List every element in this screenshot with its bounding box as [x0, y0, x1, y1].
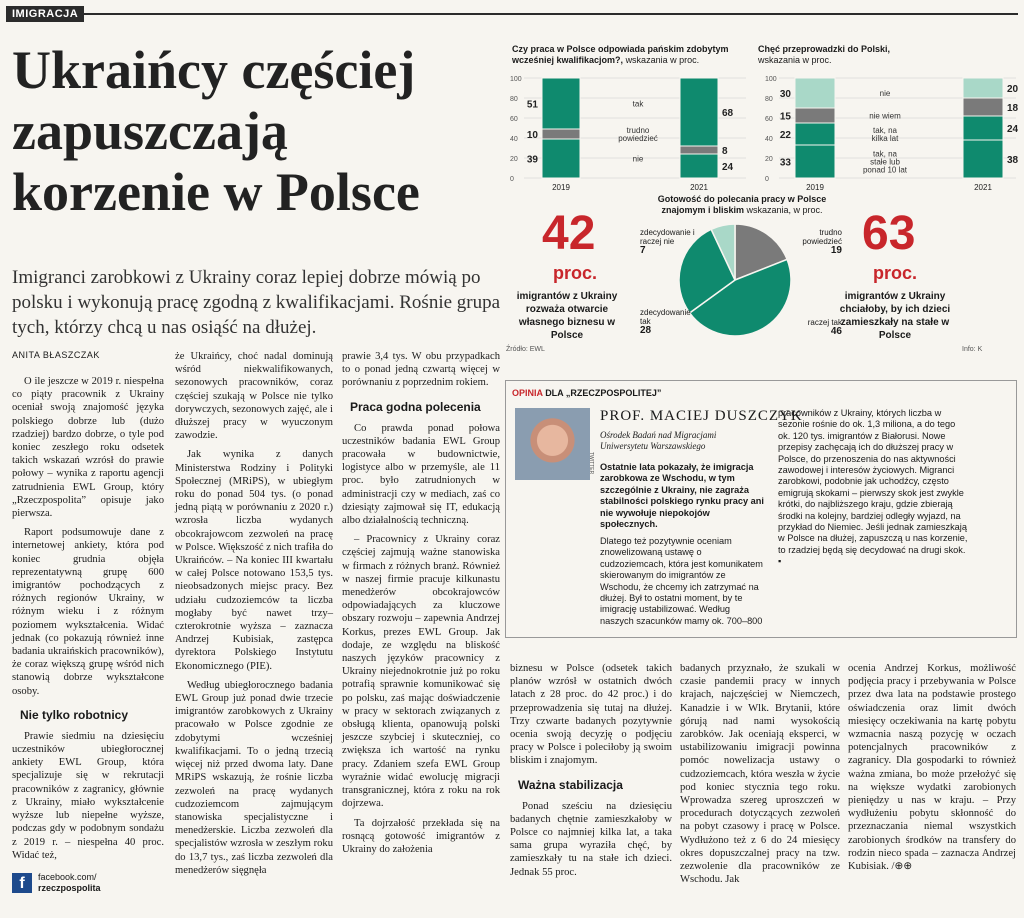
y-tick-label: 80 [510, 96, 518, 103]
paragraph: – Pracownicy z Ukrainy coraz częściej zajmują ważne stanowiska w firmach z różnych branż. Również w naszej firmie pracuje kilkunastu menedżerów obcokrajowców odpowiadających za kluczowe obszary rozwoju – zapewnia Andrzej Korkus, prezes EWL Group. Jak dodaje, ze względu na bliskość naszych języków pracownicy z Ukrainy niejednokrotnie już po roku potrafią sprawnie komunikować się po polsku, zaś mając doświadczenie w pracy w sektorach związanych z obsługą klienta, opanowują polski jeszcze szybciej i skuteczniej, co zwiększa ich wartość na rynku pracy. Zdaniem szefa EWL Group wyraźnie widać ewolucję migracji transgranicznej, która z roku na rok dojrzewa. [342, 534, 500, 810]
bar-segment [542, 139, 580, 178]
x-tick-label: 2019 [806, 183, 824, 192]
lede: Imigranci zarobkowi z Ukrainy coraz lepiej dobrze mówią po polsku i wykonują pracę zgodną z kwalifikacjami. Rośnie grupa tych, którzy chcą u nas osiąść na dłużej. [12, 267, 501, 338]
pie-label-trudno [782, 228, 842, 255]
data-label: 33 [779, 157, 791, 169]
paragraph: O ile jeszcze w 2019 r. niespełna co piąty pracownik z Ukrainy oceniał swoją znajomość języka polskiego dobrze lub (dużo rzadziej) bardzo dobrze, o tyle pod koniec zeszłego roku odsetek takich wskazań wzrósł do prawie połowy – wynika z raportu agencji zatrudnienia EWL Group, który „Rzeczpospolita” opisuje jako pierwsza. [12, 376, 164, 520]
opinion-label [512, 388, 661, 398]
headline-line-3: korzenie w Polsce [12, 162, 420, 222]
series-label: nie [879, 89, 891, 98]
paragraph: Według ubiegłorocznego badania EWL Group już ponad dwie trzecie imigrantów zarobkowych z Ukrainy pracowało w Polsce zgodnie ze zdobytymi wcześniej kwalifikacjami. To o jedną trzecią więcej niż przed dwoma laty. Dane MRiPS wskazują, że rośnie liczba zezwoleń na pracę wydanych cudzoziemcom zajmującym stanowiska specjalistyczne i menedżerskie. Liczba zezwoleń dla specjalistów wzrosła w zeszłym roku do 13,7 tys., zaś liczba zezwoleń dla menedżerów sięgnęła [175, 679, 333, 876]
opinion-body-2: pracowników z Ukrainy, których liczba w sezonie rośnie do ok. 1,3 miliona, a do tego ok. 120 tys. imigrantów z Białorusi. Nowe przepisy zachęcają ich do dłuższej pracy w Polsce, do przenoszenia do nas aktywności zawodowej i interesów życiowych. Migranci zarobkowi, podobnie jak uchodźcy, często emigrują skokami – pierwszy skok jest zwykle krótki, do najbliższego kraju, gdzie zbierają środki na kolejny, bardziej odległy wyjazd, na przykład do Niemiec. Jeśli jednak zamieszkają w Polsce na dłużej, zapuszczą u nas korzenie, to rzadziej będą się decydować na drugi skok. ▪ [778, 408, 968, 567]
paragraph: Jak wynika z danych Ministerstwa Rodziny i Polityki Społecznej (MRiPS), w ubiegłym roku do ponad 504 tys. (o ponad jedną piątą w porównaniu z 2020 r.) wzrosła liczba wydanych obcokrajowcom zezwoleń na pracę w Polsce. Większość z nich trafiła do Ukraińców. – Na koniec III kwartału w całej Polsce notowano 153,5 tys. nieobsadzonych miejsc pracy. Bez udziału cudzoziemców ta liczba mogłaby być nawet trzy–czterokrotnie wyższa – zaznacza Andrzej Kubisiak, zastępca dyrektora Polskiego Instytutu Ekonomicznego (PIE). [175, 449, 333, 672]
data-label: 24 [722, 162, 734, 173]
data-label: 24 [1007, 124, 1019, 135]
section-rule [84, 13, 1018, 15]
data-label: 18 [1007, 103, 1019, 114]
paragraph: że Ukraińcy, choć nadal dominują wśród niekwalifikowanych, sezonowych pracowników, coraz częściej szukają w Polsce nie tylko dorywczych, sezonowych zajęć, ale i dłuższej pracy w wyuczonym zawodzie. [175, 351, 333, 442]
stat2-desc: imigrantów z Ukrainy chciałoby, by ich dzieci zamieszkały na stałe w Polsce [839, 291, 951, 341]
y-tick-label: 20 [510, 156, 518, 163]
paragraph: ocenia Andrzej Korkus, możliwość podjęcia pracy i przebywania w Polsce przez dwa lata na podstawie prostego oświadczenia oraz limit dwóch miesięcy oczekiwania na kartę pobytu wzmacnia naszą pozycję w oczach potencjalnych pracowników z zagranicy. Dla gospodarki to również ważna zmiana, bo może przełożyć się na większe wydatki zarobionych pieniędzy u nas w kraju. – Przy wydłużeniu pobytu skłonność do przeznaczania niemal wszystkich zarobionych środków na transfery do rodzin nieco spada – zaznacza Andrzej Kubisiak. /⊕⊕ [848, 663, 1016, 873]
series-label: tak, na [872, 126, 898, 135]
chart2-unit: wskazania w proc. [758, 55, 832, 65]
column-6 [848, 662, 1016, 879]
y-tick-label: 40 [765, 136, 773, 143]
data-label: 68 [722, 108, 734, 119]
pie-value-zdecydowanie-tak: 28 [640, 325, 652, 336]
paragraph: Ta dojrzałość przekłada się na rosnącą gotowość imigrantów z Ukrainy do założenia [342, 817, 500, 855]
credit-note: Info: K [962, 346, 983, 353]
paragraph: Co prawda ponad połowa uczestników badania EWL Group pracowała w budownictwie, logistyce albo w przemyśle, ale 11 proc. było zatrudnionych w administracji czy w mediach, zaś co dziesiąty zajmował się IT, edukacją albo działalnością techniczną. [342, 422, 500, 527]
data-label: 10 [526, 130, 538, 141]
opinion-lead: Ostatnie lata pokazały, że imigracja zarobkowa ze Wschodu, w tym szczególnie z Ukrainy, nie zagraża stabilności polskiego rynku pracy ani nie wywołuje niepokojów społecznych. [600, 462, 764, 530]
bar-segment [795, 123, 835, 145]
data-label: 51 [526, 99, 538, 111]
chart3-title-text: Gotowość do polecania pracy w Polsce znajomym i bliskim [657, 194, 827, 215]
chart1-unit: wskazania w proc. [625, 55, 700, 65]
facebook-link[interactable] [38, 872, 101, 894]
bar-segment [680, 146, 718, 154]
pie-label-raczej-tak-text: raczej tak [807, 318, 842, 327]
series-label: trudno [626, 126, 650, 135]
section-tag: IMIGRACJA [6, 6, 84, 22]
column-4 [510, 662, 672, 885]
chart1-title-text: Czy praca w Polsce odpowiada pańskim zdobytym wcześniej kwalifikacjom?, [512, 44, 729, 65]
author-byline: ANITA BŁASZCZAK [12, 350, 100, 360]
paragraph: Ponad sześciu na dziesięciu badanych chętnie zamieszkałoby w Polsce co najmniej kilka lat, a taka sama grupa wyraziła chęć, by zamieszkały tu na stałe ich dzieci. Jednak 55 proc. [510, 800, 672, 878]
subheading: Ważna stabilizacja [518, 777, 623, 792]
infographic [500, 38, 1020, 358]
series-label: nie [632, 154, 644, 164]
stat2-unit: proc. [872, 263, 917, 283]
y-tick-label: 60 [510, 116, 518, 123]
headline-line-1: Ukraińcy częściej [12, 40, 416, 100]
series-label: tak, na [872, 149, 898, 159]
opinion-label-prefix: OPINIA [512, 388, 543, 398]
opinion-body-1: Dlatego też pozytywnie oceniam znowelizowaną ustawę o cudzoziemcach, która jest komunikatem skierowanym do imigrantów ze Wschodu, że chcemy ich zatrzymać na dłużej. Był to ostatni moment, by te imigrację ustabilizować. Według naszych szacunków mamy ok. 700–800 [600, 536, 763, 626]
series-label: kilka lat [871, 134, 899, 143]
pie-label-nie [640, 228, 700, 255]
x-tick-label: 2021 [974, 183, 992, 192]
headline [12, 40, 492, 223]
chart2-title [758, 44, 958, 66]
pie-label-trudno-text: trudno powiedzieć [802, 228, 842, 246]
bar-segment [963, 98, 1003, 116]
chart1-svg [500, 68, 750, 193]
stat1-value: 42 [542, 207, 596, 260]
data-label: 15 [779, 111, 791, 123]
bar-segment [795, 108, 835, 123]
series-label: tak [632, 99, 644, 109]
subheading: Nie tylko robotnicy [20, 707, 129, 722]
photo-caption: TWITTER [588, 452, 594, 475]
y-tick-label: 20 [765, 156, 773, 163]
chart1-title [512, 44, 752, 66]
series-label: ponad 10 lat [862, 165, 908, 175]
bar-segment [542, 78, 580, 129]
chart2-svg [755, 68, 1020, 193]
pie-value-trudno: 19 [830, 245, 842, 256]
data-label: 20 [1007, 84, 1019, 95]
bar-segment [542, 129, 580, 139]
stat1-desc: imigrantów z Ukrainy rozważa otwarcie własnego biznesu w Polsce [516, 291, 618, 341]
data-label: 39 [526, 154, 538, 166]
chart3-title [642, 194, 842, 216]
facebook-link-line-1: facebook.com/ [38, 872, 97, 882]
chart2-title-text: Chęć przeprowadzki do Polski, [758, 44, 891, 54]
paragraph: Prawie siedmiu na dziesięciu uczestników ubiegłorocznej ankiety EWL Group, która specjalizuje się w rekrutacji pracowników z zagranicy, głównie z Ukrainy, miało wykształcenie wyższe lub niepełne wyższe, podczas gdy w podobnym sondażu z 2019 r. – niespełna 40 proc. Widać też, [12, 730, 164, 861]
subheading: Praca godna polecenia [350, 399, 481, 414]
paragraph: Raport podsumowuje dane z internetowej ankiety, która pod koniec grudnia objęła reprezentatywną grupę 600 imigrantów pochodzących z różnych regionów Ukrainy, w różnym wieku i z różnym poziomem wykształcenia. Widać jednak (co pokazują również inne badania ukraińskich pracowników), że coraz większą grupę wśród nich stanowią dobrze wykształcone osoby. [12, 527, 164, 697]
y-tick-label: 0 [765, 176, 769, 183]
series-label: powiedzieć [618, 134, 658, 143]
y-tick-label: 80 [765, 96, 773, 103]
y-tick-label: 0 [510, 176, 514, 183]
y-tick-label: 60 [765, 116, 773, 123]
bar-segment [963, 116, 1003, 140]
paragraph: badanych przyznało, że szukali w czasie pandemii pracy w innych krajach, najczęściej w Niemczech, Kanadzie i w Wlk. Brytanii, które górują nad nami wysokością zarobków. Jak oceniają eksperci, w ustabilizowaniu imigracji powinna pomóc nowelizacja ustawy o cudzoziemcach, która weszła w życie pod koniec stycznia tego roku. Wprowadza szereg uproszczeń w procedurach dotyczących zezwoleń na pobyt czasowy i pracę w Polsce. Wydłużono też z 6 do 24 miesięcy okres dopuszczalnej pracy na tzw. zezwolenie dla pracowników ze Wschodu. Jak [680, 663, 840, 886]
paragraph: biznesu w Polsce (odsetek takich planów wzrósł w ostatnich dwóch latach z 28 proc. do 42 proc.) i do przeprowadzenia się tutaj na dłużej. Trzy czwarte badanych pozytywnie ocenia swoją decyzję o podjęciu pracy w Polsce i poleciłoby ją swoim bliskim i znajomym. [510, 663, 672, 767]
series-label: nie wiem [869, 111, 901, 121]
data-label: 38 [1007, 155, 1019, 166]
pie-label-zdecydowanie-tak-text: zdecydowanie tak [640, 308, 691, 326]
bar-segment [963, 140, 1003, 178]
opinion-affiliation: Ośrodek Badań nad Migracjami Uniwersytetu Warszawskiego [600, 430, 717, 451]
data-label: 8 [722, 146, 728, 157]
facebook-icon[interactable]: f [12, 873, 32, 893]
column-5 [680, 662, 840, 892]
author-photo [515, 408, 590, 480]
pie-value-nie: 7 [640, 245, 646, 256]
headline-line-2: zapuszczają [12, 101, 288, 161]
pie-value-raczej-tak: 46 [830, 326, 842, 337]
chart3-unit: wskazania, w proc. [746, 205, 823, 215]
bar-segment [680, 154, 718, 178]
paragraph: prawie 3,4 tys. W obu przypadkach to o ponad jedną czwartą więcej w porównaniu z poprzednim rokiem. [342, 351, 500, 389]
facebook-link-line-2: rzeczpospolita [38, 883, 101, 893]
opinion-label-suffix: DLA „RZECZPOSPOLITEJ” [545, 388, 662, 398]
data-label: 22 [779, 130, 791, 141]
bar-segment [963, 78, 1003, 98]
x-tick-label: 2019 [552, 183, 570, 192]
stat1-unit: proc. [552, 263, 597, 283]
source-note: Źródło: EWL [506, 346, 545, 353]
pie-label-raczej-tak [782, 318, 842, 336]
bar-segment [795, 145, 835, 178]
pie-label-zdecydowanie-tak [640, 308, 700, 335]
opinion-author: PROF. MACIEJ DUSZCZYK [600, 408, 803, 424]
y-tick-label: 100 [510, 76, 522, 83]
y-tick-label: 40 [510, 136, 518, 143]
column-1 [12, 375, 164, 868]
pie-label-nie-text: zdecydowanie i raczej nie [640, 228, 695, 246]
series-label: stałe lub [870, 157, 900, 167]
y-tick-label: 100 [765, 76, 777, 83]
bar-segment [680, 78, 718, 146]
data-label: 30 [779, 89, 791, 100]
stat2-value: 63 [862, 207, 916, 260]
x-tick-label: 2021 [690, 183, 708, 192]
column-3 [342, 350, 500, 862]
bar-segment [795, 78, 835, 108]
column-2 [175, 350, 333, 883]
